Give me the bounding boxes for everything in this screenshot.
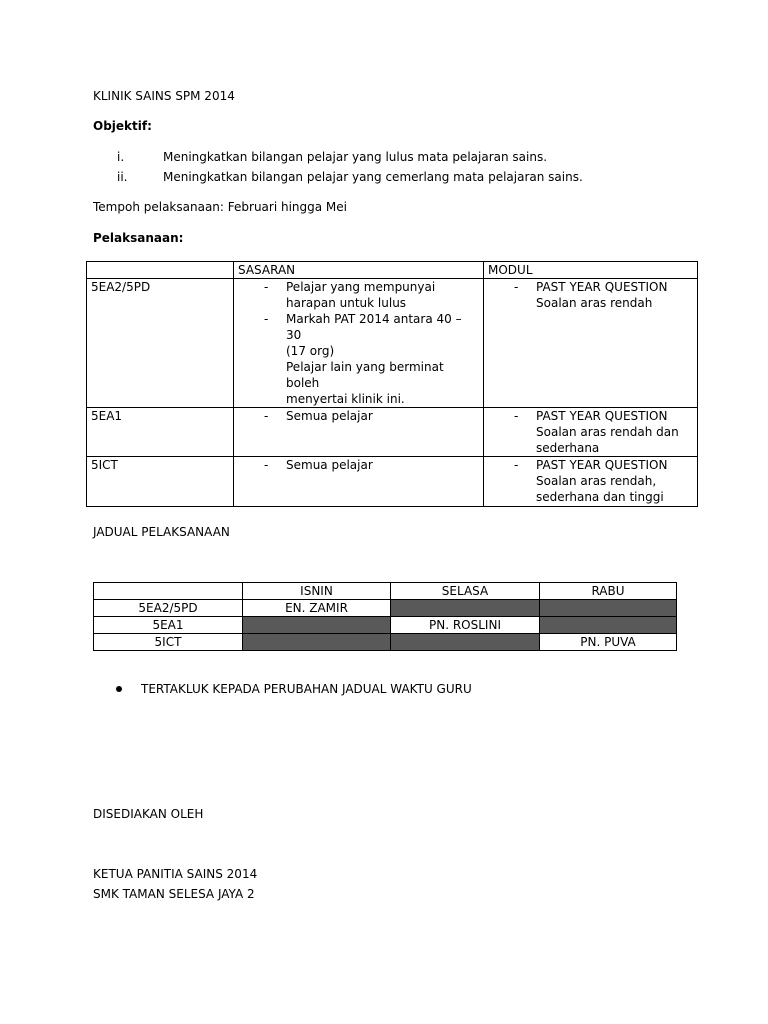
table-row bbox=[87, 408, 698, 457]
table-row bbox=[87, 457, 698, 507]
signature-school: SMK TAMAN SELESA JAYA 2 bbox=[93, 887, 255, 901]
teacher-cell: PN. ROSLINI bbox=[391, 617, 540, 634]
header-cell: SASARAN bbox=[234, 262, 484, 279]
table-row bbox=[87, 279, 698, 408]
schedule-row bbox=[94, 617, 677, 634]
header-cell: ISNIN bbox=[243, 583, 391, 600]
target-cell bbox=[234, 279, 484, 408]
class-cell: 5EA2/5PD bbox=[94, 600, 243, 617]
target-text: Semua pelajar bbox=[286, 409, 373, 423]
header-cell bbox=[94, 583, 243, 600]
blocked-cell bbox=[243, 617, 391, 634]
module-item bbox=[488, 457, 693, 473]
table-header-row bbox=[87, 262, 698, 279]
target-text: Markah PAT 2014 antara 40 – 30 bbox=[286, 312, 462, 342]
objective-item bbox=[0, 169, 768, 185]
prepared-by-label: DISEDIAKAN OLEH bbox=[93, 807, 204, 821]
module-text: Soalan aras rendah, bbox=[536, 474, 657, 488]
header-cell: MODUL bbox=[484, 262, 698, 279]
objective-item bbox=[0, 149, 768, 165]
target-text: Pelajar lain yang berminat boleh bbox=[286, 360, 444, 390]
schedule-table bbox=[93, 582, 677, 651]
dash-marker: - bbox=[514, 409, 519, 423]
class-cell: 5EA1 bbox=[87, 408, 234, 457]
dash-marker: - bbox=[264, 280, 269, 294]
module-cell bbox=[484, 457, 698, 507]
target-text: (17 org) bbox=[286, 344, 335, 358]
implementation-period: Tempoh pelaksanaan: Februari hingga Mei bbox=[93, 200, 347, 214]
target-text: Pelajar yang mempunyai bbox=[286, 280, 436, 294]
schedule-header-row bbox=[94, 583, 677, 600]
target-item bbox=[238, 457, 479, 473]
signature-title: KETUA PANITIA SAINS 2014 bbox=[93, 867, 258, 881]
module-cell bbox=[484, 408, 698, 457]
header-cell: RABU bbox=[540, 583, 677, 600]
objective-number: i. bbox=[117, 150, 125, 164]
blocked-cell bbox=[391, 634, 540, 651]
header-cell bbox=[87, 262, 234, 279]
class-cell: 5ICT bbox=[94, 634, 243, 651]
dash-marker: - bbox=[514, 458, 519, 472]
module-text: sederhana bbox=[536, 441, 600, 455]
objective-text: Meningkatkan bilangan pelajar yang lulus mata pelajaran sains. bbox=[163, 150, 548, 164]
blocked-cell bbox=[243, 634, 391, 651]
dash-marker: - bbox=[264, 409, 269, 423]
header-cell: SELASA bbox=[391, 583, 540, 600]
dash-marker: - bbox=[264, 312, 269, 326]
implementation-heading: Pelaksanaan: bbox=[93, 231, 184, 245]
module-text: PAST YEAR QUESTION bbox=[536, 458, 668, 472]
blocked-cell bbox=[391, 600, 540, 617]
module-text: PAST YEAR QUESTION bbox=[536, 280, 668, 294]
objective-heading: Objektif: bbox=[93, 119, 152, 133]
module-text: PAST YEAR QUESTION bbox=[536, 409, 668, 423]
bullet-icon bbox=[116, 686, 122, 692]
target-text: Semua pelajar bbox=[286, 458, 373, 472]
document-title: KLINIK SAINS SPM 2014 bbox=[93, 89, 235, 103]
module-item bbox=[488, 408, 693, 424]
objective-text: Meningkatkan bilangan pelajar yang cemerlang mata pelajaran sains. bbox=[163, 170, 583, 184]
dash-marker: - bbox=[264, 458, 269, 472]
module-text: Soalan aras rendah dan bbox=[536, 425, 679, 439]
target-item bbox=[238, 279, 479, 295]
target-cell bbox=[234, 457, 484, 507]
objective-number: ii. bbox=[117, 170, 128, 184]
teacher-cell: EN. ZAMIR bbox=[243, 600, 391, 617]
target-text: menyertai klinik ini. bbox=[286, 392, 405, 406]
dash-marker: - bbox=[514, 280, 519, 294]
target-item bbox=[238, 408, 479, 424]
module-cell bbox=[484, 279, 698, 408]
class-cell: 5EA1 bbox=[94, 617, 243, 634]
schedule-heading: JADUAL PELAKSANAAN bbox=[93, 525, 230, 539]
module-item bbox=[488, 279, 693, 295]
target-cell bbox=[234, 408, 484, 457]
target-item bbox=[238, 311, 479, 343]
blocked-cell bbox=[540, 617, 677, 634]
target-text: harapan untuk lulus bbox=[286, 296, 407, 310]
module-text: Soalan aras rendah bbox=[536, 296, 653, 310]
module-text: sederhana dan tinggi bbox=[536, 490, 664, 504]
schedule-row bbox=[94, 634, 677, 651]
class-cell: 5ICT bbox=[87, 457, 234, 507]
blocked-cell bbox=[540, 600, 677, 617]
target-module-table bbox=[86, 261, 698, 507]
schedule-row bbox=[94, 600, 677, 617]
teacher-cell: PN. PUVA bbox=[540, 634, 677, 651]
schedule-note: TERTAKLUK KEPADA PERUBAHAN JADUAL WAKTU GURU bbox=[141, 682, 472, 696]
class-cell: 5EA2/5PD bbox=[87, 279, 234, 408]
